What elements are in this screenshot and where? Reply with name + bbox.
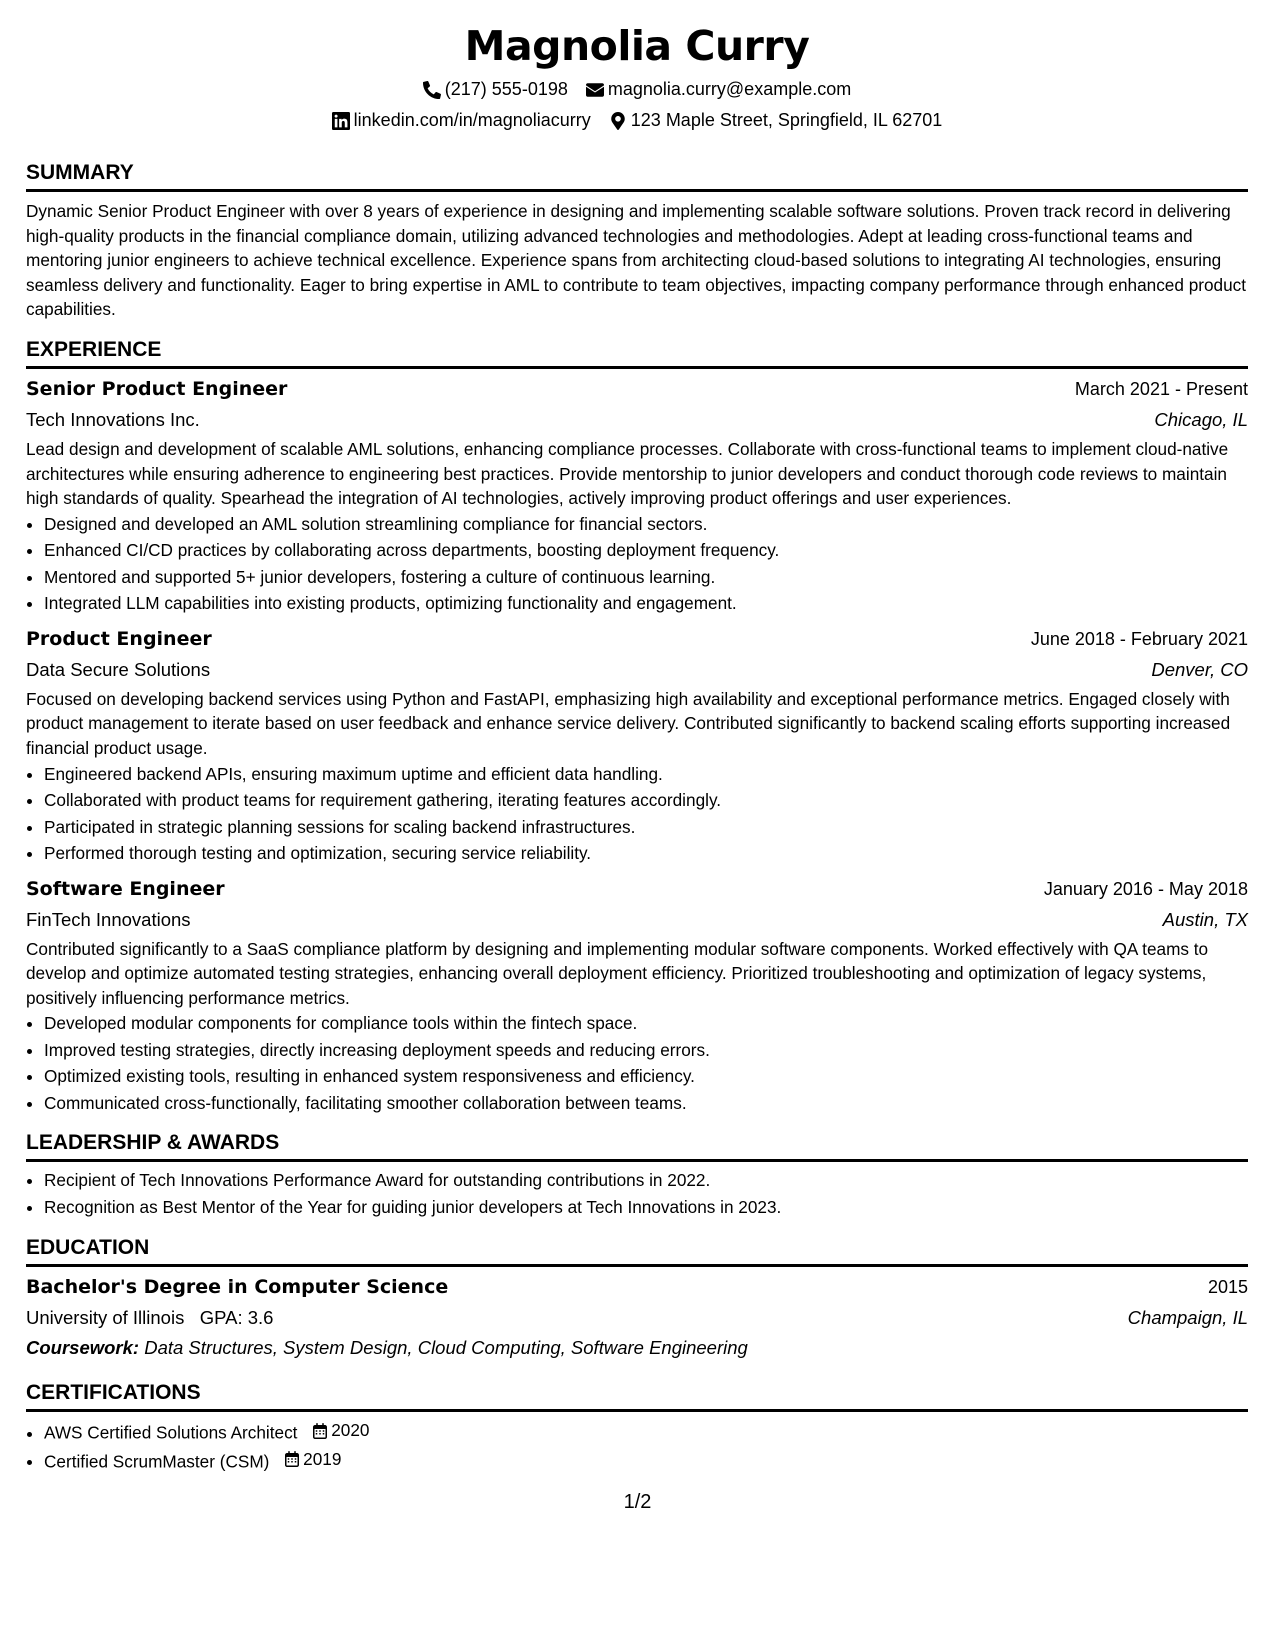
list-item: • Participated in strategic planning sessions for scaling backend infrastructures.	[44, 814, 1248, 841]
job-entry	[26, 375, 1248, 617]
section-title-experience: EXPERIENCE	[26, 336, 1248, 369]
leadership-section	[26, 1129, 1248, 1220]
list-item: • Engineered backend APIs, ensuring maximum uptime and efficient data handling.	[44, 761, 1248, 788]
certification-year: 2019	[303, 1449, 342, 1470]
calendar-icon	[284, 1451, 300, 1467]
job-title: Software Engineer	[26, 877, 225, 900]
email-contact[interactable]	[586, 74, 851, 105]
list-item	[44, 1446, 1248, 1475]
job-header	[26, 875, 1248, 904]
job-entry	[26, 875, 1248, 1117]
section-title-summary: SUMMARY	[26, 159, 1248, 192]
job-location: Chicago, IL	[1154, 408, 1248, 430]
job-dates: June 2018 - February 2021	[1030, 628, 1248, 649]
list-item: • Communicated cross-functionally, facilitating smoother collaboration between teams.	[44, 1090, 1248, 1117]
page-number: 1/2	[623, 1491, 652, 1513]
job-dates: March 2021 - Present	[1074, 378, 1248, 399]
education-section	[26, 1234, 1248, 1363]
summary-text: Dynamic Senior Product Engineer with over 8 years of experience in designing and implementing scalable software solutions. Proven track record in delivering high-quality products in the financial compliance domain, utilizing advanced technologies and methodologies. Adept at leading cross-functional teams and mentoring junior engineers to achieve technical excellence. Experience spans from architecting cloud-based solutions to integrating AI technologies, ensuring seamless delivery and functionality. Eager to bring expertise in AML to contribute to team objectives, impacting company performance through enhanced product capabilities.	[26, 201, 1247, 320]
education-subheader	[26, 1302, 1248, 1333]
envelope-icon	[586, 81, 604, 99]
list-item: • Designed and developed an AML solution streamlining compliance for financial sectors.	[44, 511, 1248, 538]
certification-date	[312, 1417, 369, 1444]
summary-section	[26, 159, 1248, 322]
linkedin-icon	[332, 112, 350, 130]
coursework-label: Coursework:	[26, 1337, 140, 1359]
job-description: Lead design and development of scalable AML solutions, enhancing compliance processes. Collaborate with cross-functional teams to implement cloud-native architectures while ensuring adherence to engineering best practices. Provide mentorship to junior developers and conduct thorough code reviews to maintain high standards of quality. Spearhead the integration of AI technologies, actively improving product offerings and user experiences.	[26, 438, 1229, 509]
map-marker-icon	[609, 112, 627, 130]
candidate-name: Magnolia Curry	[464, 22, 810, 70]
list-item: • Recognition as Best Mentor of the Year for guiding junior developers at Tech Innovations in 2023.	[44, 1194, 1248, 1221]
education-header	[26, 1273, 1248, 1302]
experience-section	[26, 336, 1248, 1116]
job-bullets	[26, 511, 1248, 617]
job-title: Product Engineer	[26, 627, 212, 650]
job-description: Focused on developing backend services using Python and FastAPI, emphasizing high availability and exceptional performance metrics. Engaged closely with product management to iterate based on user feedback and enhance service delivery. Contributed significantly to backend scaling efforts supporting increased financial product usage.	[26, 688, 1231, 758]
job-description: Contributed significantly to a SaaS compliance platform by designing and implementing modular software components. Worked effectively with QA teams to develop and optimize automated testing strategies, enhancing overall deployment efficiency. Prioritized troubleshooting and optimization of legacy systems, positively influencing performance metrics.	[26, 938, 1209, 1008]
leadership-list	[26, 1167, 1248, 1220]
job-subheader	[26, 404, 1248, 435]
certifications-section	[26, 1379, 1248, 1475]
gpa: GPA: 3.6	[199, 1307, 274, 1329]
certification-date	[284, 1446, 341, 1473]
job-header	[26, 625, 1248, 654]
list-item: • Enhanced CI/CD practices by collaborating across departments, boosting deployment frequency.	[44, 537, 1248, 564]
certifications-list	[26, 1417, 1248, 1475]
phone-number: (217) 555-0198	[444, 79, 568, 99]
list-item: • Mentored and supported 5+ junior developers, fostering a culture of continuous learning.	[44, 564, 1248, 591]
job-entry	[26, 625, 1248, 867]
job-bullets	[26, 761, 1248, 867]
linkedin-contact[interactable]	[332, 105, 591, 136]
phone-contact	[423, 74, 568, 105]
job-location: Denver, CO	[1151, 658, 1248, 680]
job-subheader	[26, 904, 1248, 935]
school-name: University of Illinois	[26, 1307, 185, 1329]
contact-row-2	[26, 105, 1248, 136]
list-item: • Recipient of Tech Innovations Performance Award for outstanding contributions in 2022.	[44, 1167, 1248, 1194]
job-title: Senior Product Engineer	[26, 377, 288, 400]
resume-content	[26, 18, 1248, 1475]
linkedin-url[interactable]: linkedin.com/in/magnoliacurry	[353, 110, 591, 130]
list-item: • Integrated LLM capabilities into existing products, optimizing functionality and engagement.	[44, 590, 1248, 617]
coursework-list: Data Structures, System Design, Cloud Computing, Software Engineering	[144, 1337, 748, 1359]
list-item	[44, 1417, 1248, 1446]
job-subheader	[26, 654, 1248, 685]
job-location: Austin, TX	[1162, 908, 1248, 930]
list-item: • Collaborated with product teams for requirement gathering, iterating features accordingly.	[44, 787, 1248, 814]
list-item: • Improved testing strategies, directly increasing deployment speeds and reducing errors.	[44, 1037, 1248, 1064]
contact-row-1	[26, 74, 1248, 105]
section-title-education: EDUCATION	[26, 1234, 1248, 1267]
list-item: • Developed modular components for compliance tools within the fintech space.	[44, 1010, 1248, 1037]
school-info	[26, 1302, 273, 1333]
coursework	[26, 1333, 1248, 1363]
certification-name: Certified ScrumMaster (CSM)	[44, 1451, 270, 1472]
list-item: • Optimized existing tools, resulting in enhanced system responsiveness and efficiency.	[44, 1063, 1248, 1090]
company-name: Tech Innovations Inc.	[26, 408, 200, 430]
address-contact	[609, 105, 943, 136]
graduation-year: 2015	[1207, 1277, 1248, 1298]
section-title-certifications: CERTIFICATIONS	[26, 1379, 1248, 1412]
job-bullets	[26, 1010, 1248, 1116]
email-address[interactable]: magnolia.curry@example.com	[607, 79, 852, 99]
job-dates: January 2016 - May 2018	[1043, 878, 1248, 899]
school-location: Champaign, IL	[1127, 1307, 1248, 1329]
phone-icon	[423, 81, 441, 99]
job-header	[26, 375, 1248, 404]
street-address: 123 Maple Street, Springfield, IL 62701	[630, 110, 943, 130]
company-name: FinTech Innovations	[26, 908, 191, 930]
certification-name: AWS Certified Solutions Architect	[44, 1422, 298, 1443]
degree-title: Bachelor's Degree in Computer Science	[26, 1276, 449, 1299]
section-title-leadership: LEADERSHIP & AWARDS	[26, 1129, 1248, 1162]
resume-header	[26, 18, 1248, 136]
certification-year: 2020	[331, 1420, 370, 1441]
company-name: Data Secure Solutions	[26, 658, 211, 680]
list-item: • Performed thorough testing and optimization, securing service reliability.	[44, 840, 1248, 867]
calendar-icon	[312, 1423, 328, 1439]
